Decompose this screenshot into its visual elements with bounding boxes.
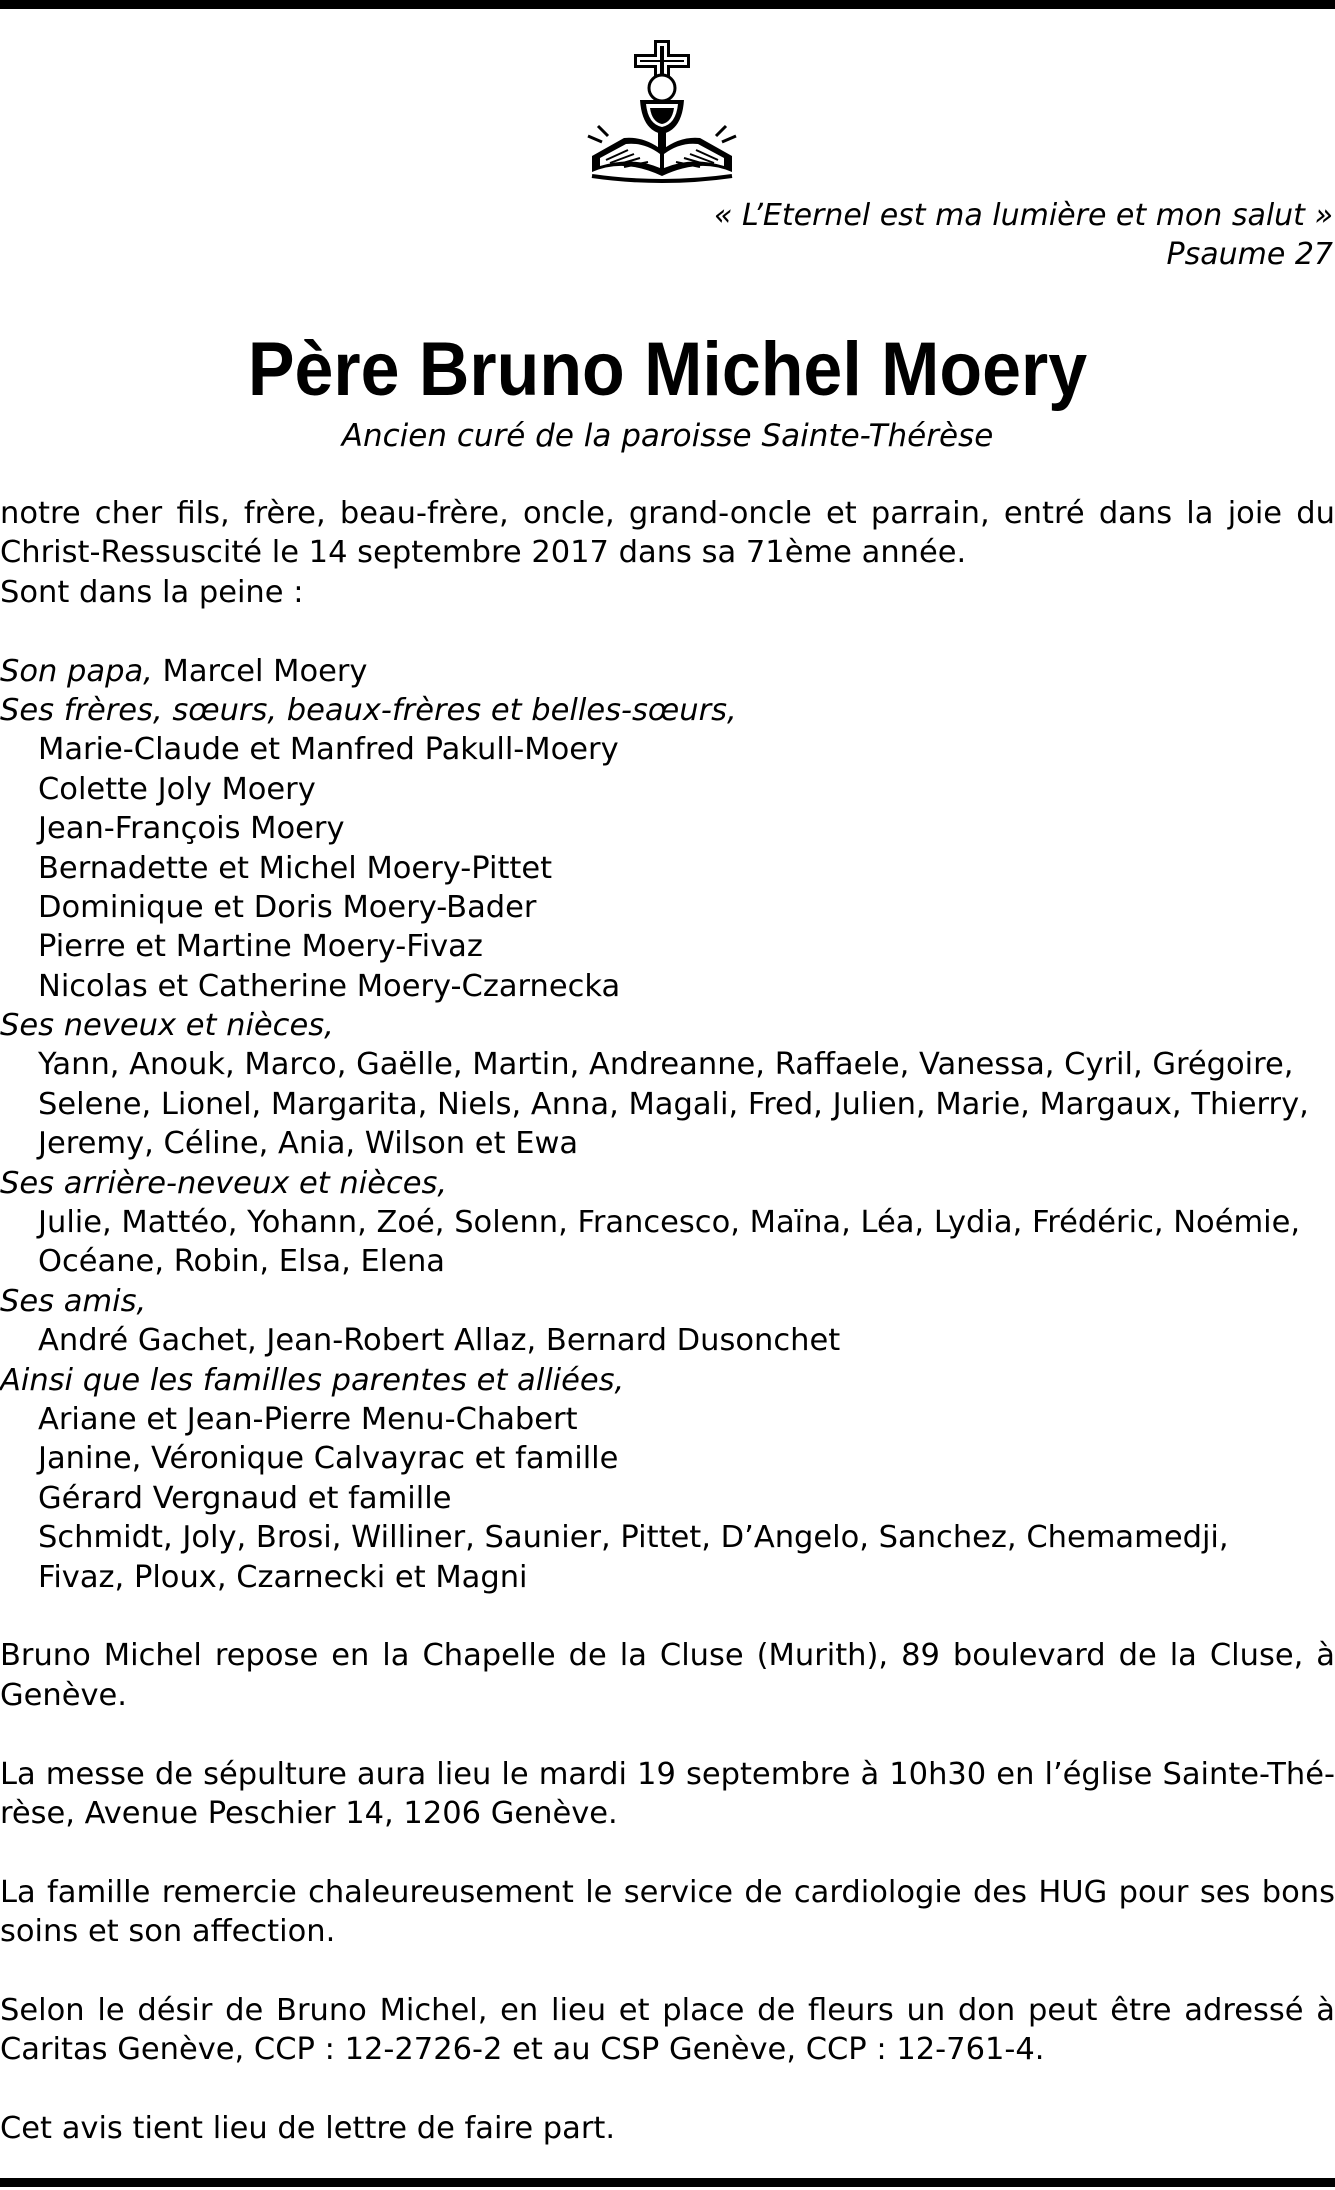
siblings-label: Ses frères, sœurs, beaux-frères et belles-sœurs, xyxy=(0,692,737,728)
messe-line: La messe de sépulture aura lieu le mardi 19 septembre à 10h30 en l’église Sainte-Thé- xyxy=(0,1756,1335,1792)
nephews-label: Ses neveux et nièces, xyxy=(0,1008,334,1044)
nephews-line: Yann, Anouk, Marco, Gaëlle, Martin, Andreanne, Raffaele, Vanessa, Cyril, Grégoire, xyxy=(38,1047,1294,1083)
nephews-line: Jeremy, Céline, Ania, Wilson et Ewa xyxy=(38,1126,579,1162)
epigraph xyxy=(433,196,1333,274)
epigraph-quote: « L’Eternel est ma lumière et mon salut » xyxy=(713,198,1333,233)
donation-line: Caritas Genève, CCP : 12-2726-2 et au CSP Genève, CCP : 12-761-4. xyxy=(0,2032,1045,2068)
papa-line xyxy=(0,652,1335,691)
sibling-entry: Jean-François Moery xyxy=(38,811,345,847)
epigraph-source: Psaume 27 xyxy=(1166,237,1333,272)
friends-line: André Gachet, Jean-Robert Allaz, Bernard Dusonchet xyxy=(38,1323,841,1359)
intro-line: Christ-Ressuscité le 14 septembre 2017 dans sa 71ème année. xyxy=(0,535,967,571)
grand-nephews-label: Ses arrière-neveux et nièces, xyxy=(0,1165,448,1201)
deceased-name: Père Bruno Michel Moery xyxy=(247,327,1088,412)
bottom-rule xyxy=(0,2178,1335,2187)
family-entry: Janine, Véronique Calvayrac et famille xyxy=(38,1441,619,1477)
sibling-entry: Nicolas et Catherine Moery-Czarnecka xyxy=(38,968,621,1004)
family-entry: Ariane et Jean-Pierre Menu-Chabert xyxy=(38,1401,578,1437)
top-rule xyxy=(0,0,1335,9)
notice-body xyxy=(0,494,1335,2148)
messe-line: rèse, Avenue Peschier 14, 1206 Genève. xyxy=(0,1795,618,1831)
families-label: Ainsi que les familles parentes et alliées, xyxy=(0,1362,625,1398)
sibling-entry: Colette Joly Moery xyxy=(38,771,316,807)
intro-line: Sont dans la peine : xyxy=(0,574,304,610)
grand-nephews-line: Océane, Robin, Elsa, Elena xyxy=(38,1244,445,1280)
sibling-entry: Pierre et Martine Moery-Fivaz xyxy=(38,929,483,965)
repose-line: Bruno Michel repose en la Chapelle de la Cluse (Murith), 89 boulevard de la Cluse, à xyxy=(0,1638,1335,1674)
closing-line: Cet avis tient lieu de lettre de faire part. xyxy=(0,2111,616,2147)
deceased-role: Ancien curé de la paroisse Sainte-Thérèse xyxy=(341,418,994,454)
sibling-entry: Bernadette et Michel Moery-Pittet xyxy=(38,850,553,886)
repose-line: Genève. xyxy=(0,1677,128,1713)
papa-name: Marcel Moery xyxy=(162,653,368,689)
nephews-line: Selene, Lionel, Margarita, Niels, Anna, Magali, Fred, Julien, Marie, Margaux, Thierry, xyxy=(38,1086,1309,1122)
sibling-entry: Dominique et Doris Moery-Bader xyxy=(38,889,537,925)
grand-nephews-line: Julie, Mattéo, Yohann, Zoé, Solenn, Francesco, Maïna, Léa, Lydia, Frédéric, Noémie, xyxy=(38,1205,1301,1241)
papa-label: Son papa, xyxy=(0,653,153,689)
thanks-line: soins et son affection. xyxy=(0,1914,336,1950)
cross-chalice-book-icon xyxy=(582,38,742,188)
sibling-entry: Marie-Claude et Manfred Pakull-Moery xyxy=(38,732,619,768)
friends-label: Ses amis, xyxy=(0,1283,147,1319)
family-entry: Schmidt, Joly, Brosi, Williner, Saunier, Pittet, D’Angelo, Sanchez, Chemamedji, xyxy=(38,1520,1229,1556)
family-entry: Fivaz, Ploux, Czarnecki et Magni xyxy=(38,1559,528,1595)
thanks-line: La famille remercie chaleureusement le service de cardiologie des HUG pour ses bons xyxy=(0,1874,1335,1910)
intro-line: notre cher fils, frère, beau-frère, oncle, grand-oncle et parrain, entré dans la joie du xyxy=(0,496,1335,531)
donation-line: Selon le désir de Bruno Michel, en lieu et place de fleurs un don peut être adressé à xyxy=(0,1992,1335,2028)
family-entry: Gérard Vergnaud et famille xyxy=(38,1480,452,1516)
